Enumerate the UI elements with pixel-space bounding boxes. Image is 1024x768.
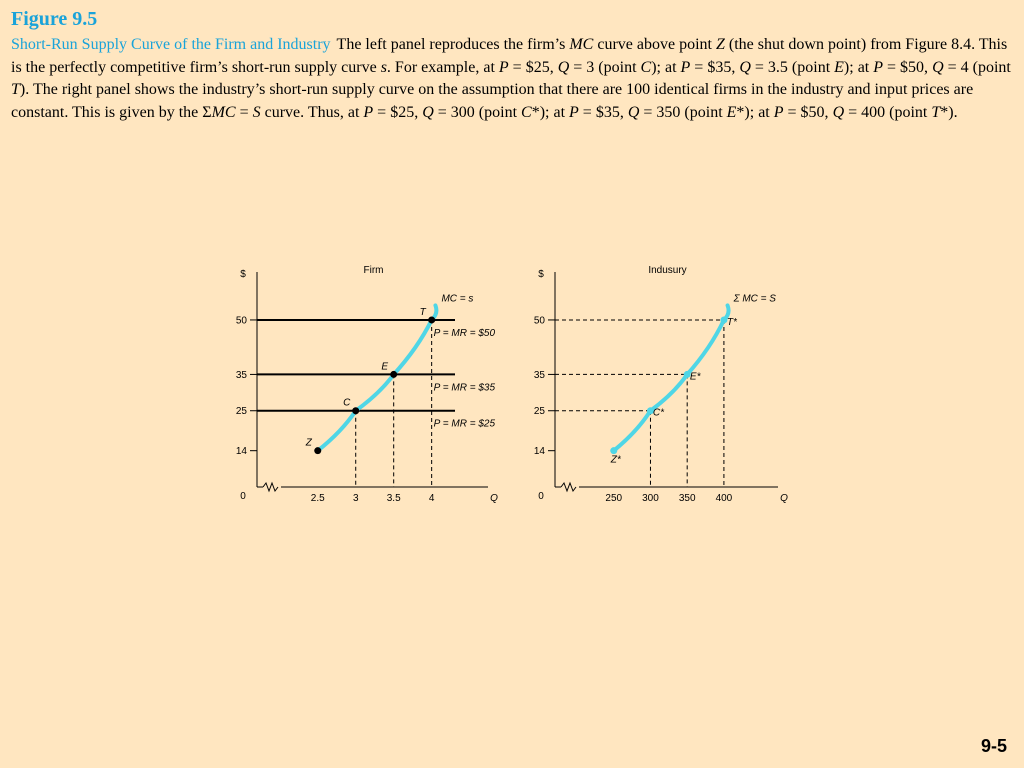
caption-fragment: *); at <box>736 103 774 121</box>
caption-fragment: = 4 (point <box>943 58 1011 76</box>
caption-fragment: P <box>363 103 374 121</box>
point-label: C <box>343 397 351 409</box>
x-tick-label: 300 <box>642 493 659 504</box>
caption-fragment: curve above point <box>593 36 716 53</box>
supply-curve <box>318 305 437 450</box>
caption-fragment: ); at <box>651 58 681 76</box>
y-tick-label: 25 <box>533 406 545 418</box>
caption-fragment: C <box>640 58 652 76</box>
point-marker <box>352 407 359 414</box>
caption-fragment: Q <box>932 58 944 76</box>
y-tick-label: 35 <box>533 369 545 381</box>
figure-title: Figure 9.5 <box>11 8 98 30</box>
x-tick-label: 4 <box>428 493 435 504</box>
caption-fragment: Q <box>832 103 845 121</box>
caption-fragment: The left panel reproduces the firm’s <box>336 36 570 53</box>
x-tick-label: 400 <box>715 493 733 504</box>
price-line-label: P = MR = $50 <box>433 327 495 339</box>
caption-fragment: s <box>380 58 387 76</box>
supply-curve-label: MC = s <box>441 293 474 305</box>
panel-title: Indusury <box>648 265 687 276</box>
caption-fragment: . For example, at <box>386 58 499 76</box>
axis-break-icon <box>561 483 576 491</box>
supply-curve <box>614 305 729 450</box>
y-tick-label: 14 <box>533 446 545 458</box>
caption-fragment: = $35, <box>578 103 628 121</box>
page-number: 9-5 <box>980 736 1007 756</box>
caption-fragment: Z <box>715 36 725 53</box>
caption-fragment: *); at <box>531 103 570 121</box>
point-label: T* <box>726 316 737 328</box>
x-tick-label: 250 <box>605 493 623 504</box>
caption-fragment: P <box>680 58 691 76</box>
point-label: C* <box>652 407 665 419</box>
y-axis-label: $ <box>538 269 544 280</box>
y-tick-label: 14 <box>235 446 247 458</box>
x-tick-label: 350 <box>678 493 696 504</box>
caption-fragment: Q <box>739 58 751 76</box>
caption-fragment: = $35, <box>690 58 740 76</box>
caption-fragment: MC <box>569 36 594 53</box>
point-marker <box>314 447 321 454</box>
point-label: T <box>419 306 426 318</box>
y-tick-label: 35 <box>235 369 247 381</box>
point-marker <box>390 371 397 378</box>
caption-fragment: *). <box>940 103 958 121</box>
panel-title: Firm <box>363 265 384 276</box>
caption-fragment: = 3.5 (point <box>750 58 835 76</box>
origin-label: 0 <box>240 491 246 502</box>
point-label: E <box>381 361 389 373</box>
caption-fragment: (the shut down point) from Figure 8.4. This is the perfectly competitive firm’s short-run supply curve <box>11 36 1008 76</box>
caption-fragment: P <box>569 103 579 121</box>
point-marker <box>428 316 435 323</box>
caption-fragment: Q <box>557 58 570 76</box>
caption-fragment: Q <box>627 103 640 121</box>
x-axis-label: Q <box>490 493 498 504</box>
point-label: Z <box>305 437 312 449</box>
caption-fragment: S <box>252 103 261 121</box>
figure-subtitle: Short-Run Supply Curve of the Firm and Industry <box>11 36 331 53</box>
caption-fragment: E <box>834 58 844 76</box>
caption-fragment: C <box>521 103 532 121</box>
caption-fragment: T <box>11 81 20 98</box>
point-marker <box>610 447 617 454</box>
x-tick-label: 2.5 <box>310 493 325 504</box>
caption-fragment: MC <box>211 103 236 121</box>
caption-fragment: = 400 (point <box>844 103 932 121</box>
axis-break-icon <box>263 483 278 491</box>
caption-fragment: curve. Thus, at <box>260 103 364 121</box>
price-line-label: P = MR = $25 <box>433 418 495 430</box>
caption-fragment: Q <box>422 103 434 121</box>
caption-fragment: = $25, <box>373 103 423 121</box>
point-label: E* <box>689 371 701 383</box>
x-tick-label: 3 <box>352 493 359 504</box>
y-axis-label: $ <box>240 269 246 280</box>
caption-fragment: = $25, <box>508 58 558 76</box>
caption-fragment: = 3 (point <box>569 58 641 76</box>
price-line-label: P = MR = $35 <box>433 382 495 394</box>
caption-fragment: = <box>235 103 253 121</box>
y-tick-label: 50 <box>235 315 247 327</box>
point-label: Z* <box>610 454 621 466</box>
caption-fragment: = 350 (point <box>639 103 727 121</box>
x-axis-label: Q <box>780 493 788 504</box>
caption-fragment: P <box>873 58 884 76</box>
caption-fragment: ). The right panel shows the industry’s short-run supply curve on the assumption that there are 100 identical firms in the industry and input prices are constant. This is given by the Σ <box>11 81 974 121</box>
caption-fragment: ); at <box>843 58 874 76</box>
caption-fragment: = $50, <box>783 103 833 121</box>
y-tick-label: 50 <box>533 315 545 327</box>
x-tick-label: 3.5 <box>386 493 401 504</box>
origin-label: 0 <box>538 491 544 502</box>
caption-fragment: = $50, <box>883 58 933 76</box>
caption-fragment: P <box>773 103 784 121</box>
caption-fragment: P <box>498 58 509 76</box>
caption-fragment: E <box>726 103 737 121</box>
caption-fragment: = 300 (point <box>433 103 522 121</box>
y-tick-label: 25 <box>235 406 247 418</box>
caption-fragment: T <box>931 103 941 121</box>
supply-curve-label: Σ MC = S <box>733 293 776 305</box>
